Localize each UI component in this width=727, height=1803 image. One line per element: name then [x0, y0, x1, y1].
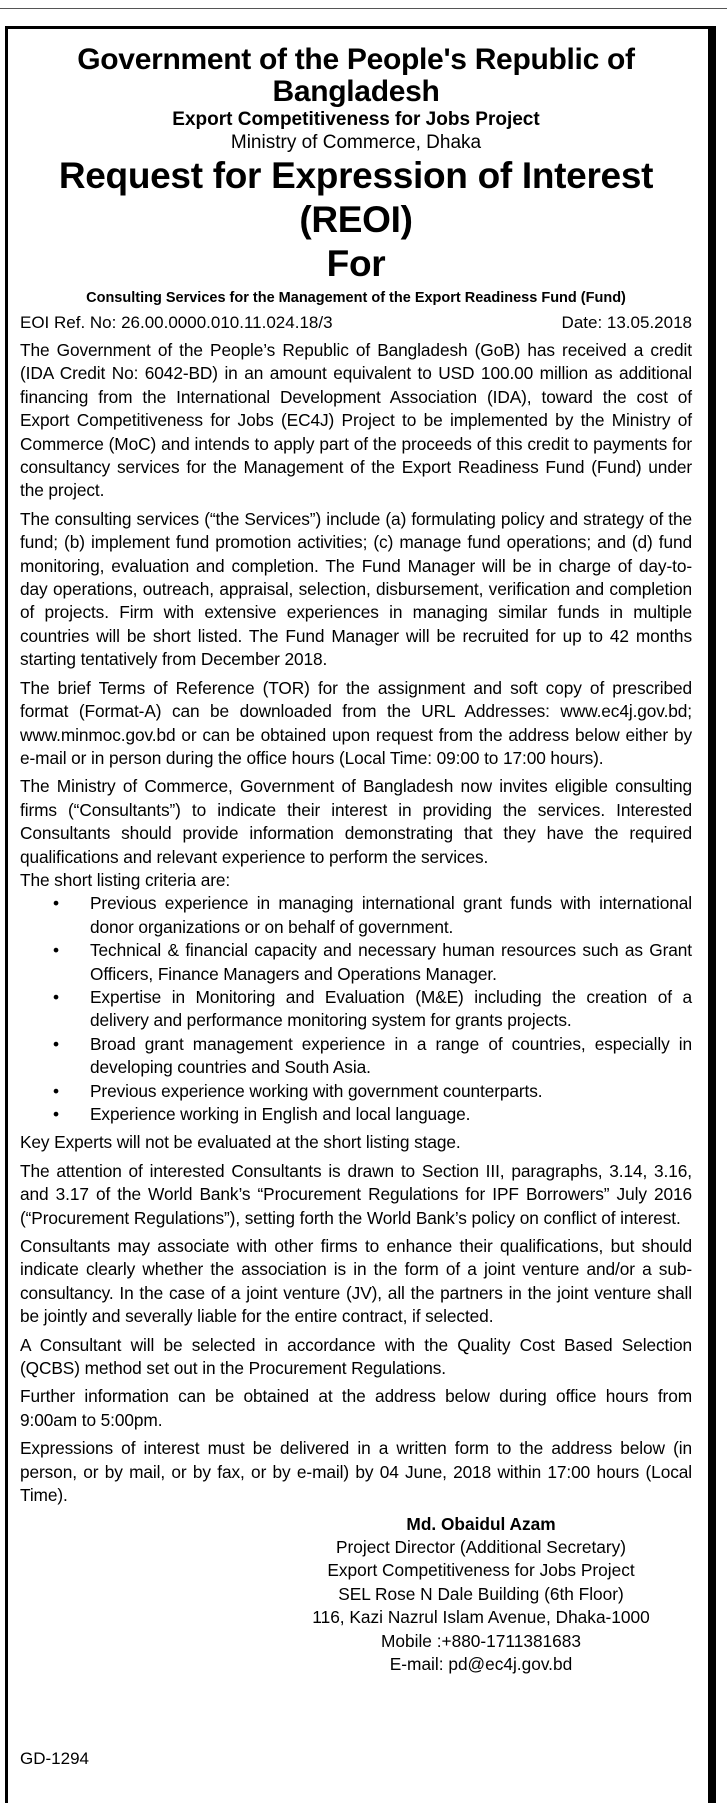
criteria-text: Previous experience working with government counterparts. — [90, 1080, 543, 1101]
signatory-building: SEL Rose N Dale Building (6th Floor) — [338, 1583, 624, 1604]
gd-code: GD-1294 — [20, 1749, 89, 1768]
criteria-text: Experience working in English and local language. — [90, 1104, 471, 1124]
signatory-designation: Project Director (Additional Secretary) — [335, 1536, 627, 1557]
bullet-icon: • — [53, 1104, 59, 1124]
paragraph-conflict: The attention of interested Consultants is drawn to Section III, paragraphs, 3.14, 3.16, and 3.17 of the World Bank’s “Procurement Regulations for IPF Borrowers” July 2016 (“Procurement Regulations”), setting forth the World Bank’s policy on conflict of interest. — [20, 1160, 692, 1228]
criteria-item — [20, 939, 692, 986]
signatory-project: Export Competitiveness for Jobs Project — [327, 1560, 635, 1581]
notice-content — [20, 30, 692, 1676]
criteria-intro: The short listing criteria are: — [20, 869, 231, 890]
ministry-heading: Ministry of Commerce, Dhaka — [230, 132, 482, 153]
paragraph-association: Consultants may associate with other firms to enhance their qualifications, but should indicate clearly whether the association is in the form of a joint venture and/or a sub-consultancy. In the case of a joint venture (JV), all the partners in the joint venture shall be jointly and severally liable for the entire contract, if selected. — [20, 1236, 692, 1327]
signatory-name: Md. Obaidul Azam — [406, 1513, 556, 1534]
criteria-item — [20, 1103, 692, 1126]
signatory-mobile: Mobile :+880-1711381683 — [380, 1630, 582, 1651]
criteria-item — [20, 1033, 692, 1080]
reoi-title: Request for Expression of Interest (REOI) — [58, 155, 654, 240]
signatory-email: E-mail: pd@ec4j.gov.bd — [389, 1653, 573, 1674]
paragraph-submission: Expressions of interest must be delivered in a written form to the address below (in person, or by mail, or by fax, or by e-mail) by 04 June, 2018 within 17:00 hours (Local Time). — [20, 1438, 692, 1506]
reference-row — [20, 311, 692, 334]
paragraph-key-experts: Key Experts will not be evaluated at the short listing stage. — [20, 1132, 461, 1153]
criteria-list — [20, 892, 692, 1126]
criteria-item — [20, 1080, 692, 1103]
bullet-icon: • — [53, 986, 59, 1007]
paragraph-credit: The Government of the People’s Republic of Bangladesh (GoB) has received a credit (IDA Credit No: 6042-BD) in an amount equivalent to USD 100.00 million as additional financing from the International Development Association (IDA), toward the cost of Export Competitiveness for Jobs (EC4J) Project to be implemented by the Ministry of Commerce (MoC) and intends to apply part of the proceeds of this credit to payments for consultancy services for the Management of the Export Readiness Fund (Fund) under the project. — [20, 340, 692, 501]
eoi-date: Date: 13.05.2018 — [561, 313, 692, 332]
reoi-subtitle: Consulting Services for the Management of the Export Readiness Fund (Fund) — [86, 290, 626, 306]
bullet-icon: • — [53, 893, 59, 914]
criteria-text: Broad grant management experience in a range of countries, especially in developing countries and South Asia. — [90, 1033, 692, 1078]
top-rule — [0, 8, 727, 9]
paragraph-further-info: Further information can be obtained at the address below during office hours from 9:00am to 5:00pm. — [20, 1386, 692, 1430]
paragraph-invitation: The Ministry of Commerce, Government of Bangladesh now invites eligible consulting firms (“Consultants”) to indicate their interest in providing the services. Interested Consultants should provide information demonstrating that they have the required qualifications and relevant experience to perform the services. — [20, 776, 692, 867]
reoi-title-for: For — [326, 243, 386, 284]
bullet-icon: • — [53, 940, 59, 961]
paragraph-services: The consulting services (“the Services”) include (a) formulating policy and strategy of the fund; (b) implement fund promotion activities; (c) manage fund operations; and (d) fund monitoring, evaluation and completion. The Fund Manager will be in charge of day-to-day operations, outreach, appraisal, selection, disbursement, verification and completion of projects. Firm with extensive experiences in managing similar funds in multiple countries will be short listed. The Fund Manager will be recruited for up to 42 months starting tentatively from December 2018. — [20, 508, 692, 670]
bullet-icon: • — [53, 1033, 59, 1054]
signatory-address: 116, Kazi Nazrul Islam Avenue, Dhaka-1000 — [312, 1607, 650, 1628]
criteria-item — [20, 892, 692, 939]
signature-block — [270, 1513, 692, 1677]
government-heading: Government of the People's Republic of Bangladesh — [77, 43, 635, 108]
criteria-text: Technical & financial capacity and necessary human resources such as Grant Officers, Finance Managers and Operations Manager. — [90, 940, 692, 984]
criteria-text: Expertise in Monitoring and Evaluation (M&E) including the creation of a delivery and performance monitoring system for grants projects. — [90, 986, 692, 1031]
bullet-icon: • — [53, 1080, 59, 1101]
paragraph-tor: The brief Terms of Reference (TOR) for the assignment and soft copy of prescribed format (Format-A) can be downloaded from the URL Addresses: www.ec4j.gov.bd; www.minmoc.gov.bd or can be obtained upon request from the address below either by e-mail or in person during the office hours (Local Time: 09:00 to 17:00 hours). — [20, 677, 692, 768]
criteria-text: Previous experience in managing international grant funds with international donor organizations or on behalf of government. — [90, 893, 692, 937]
project-heading: Export Competitiveness for Jobs Project — [172, 109, 540, 130]
paragraph-selection: A Consultant will be selected in accordance with the Quality Cost Based Selection (QCBS) method set out in the Procurement Regulations. — [20, 1334, 692, 1379]
eoi-reference: EOI Ref. No: 26.00.0000.010.11.024.18/3 — [20, 313, 333, 332]
criteria-item — [20, 986, 692, 1033]
